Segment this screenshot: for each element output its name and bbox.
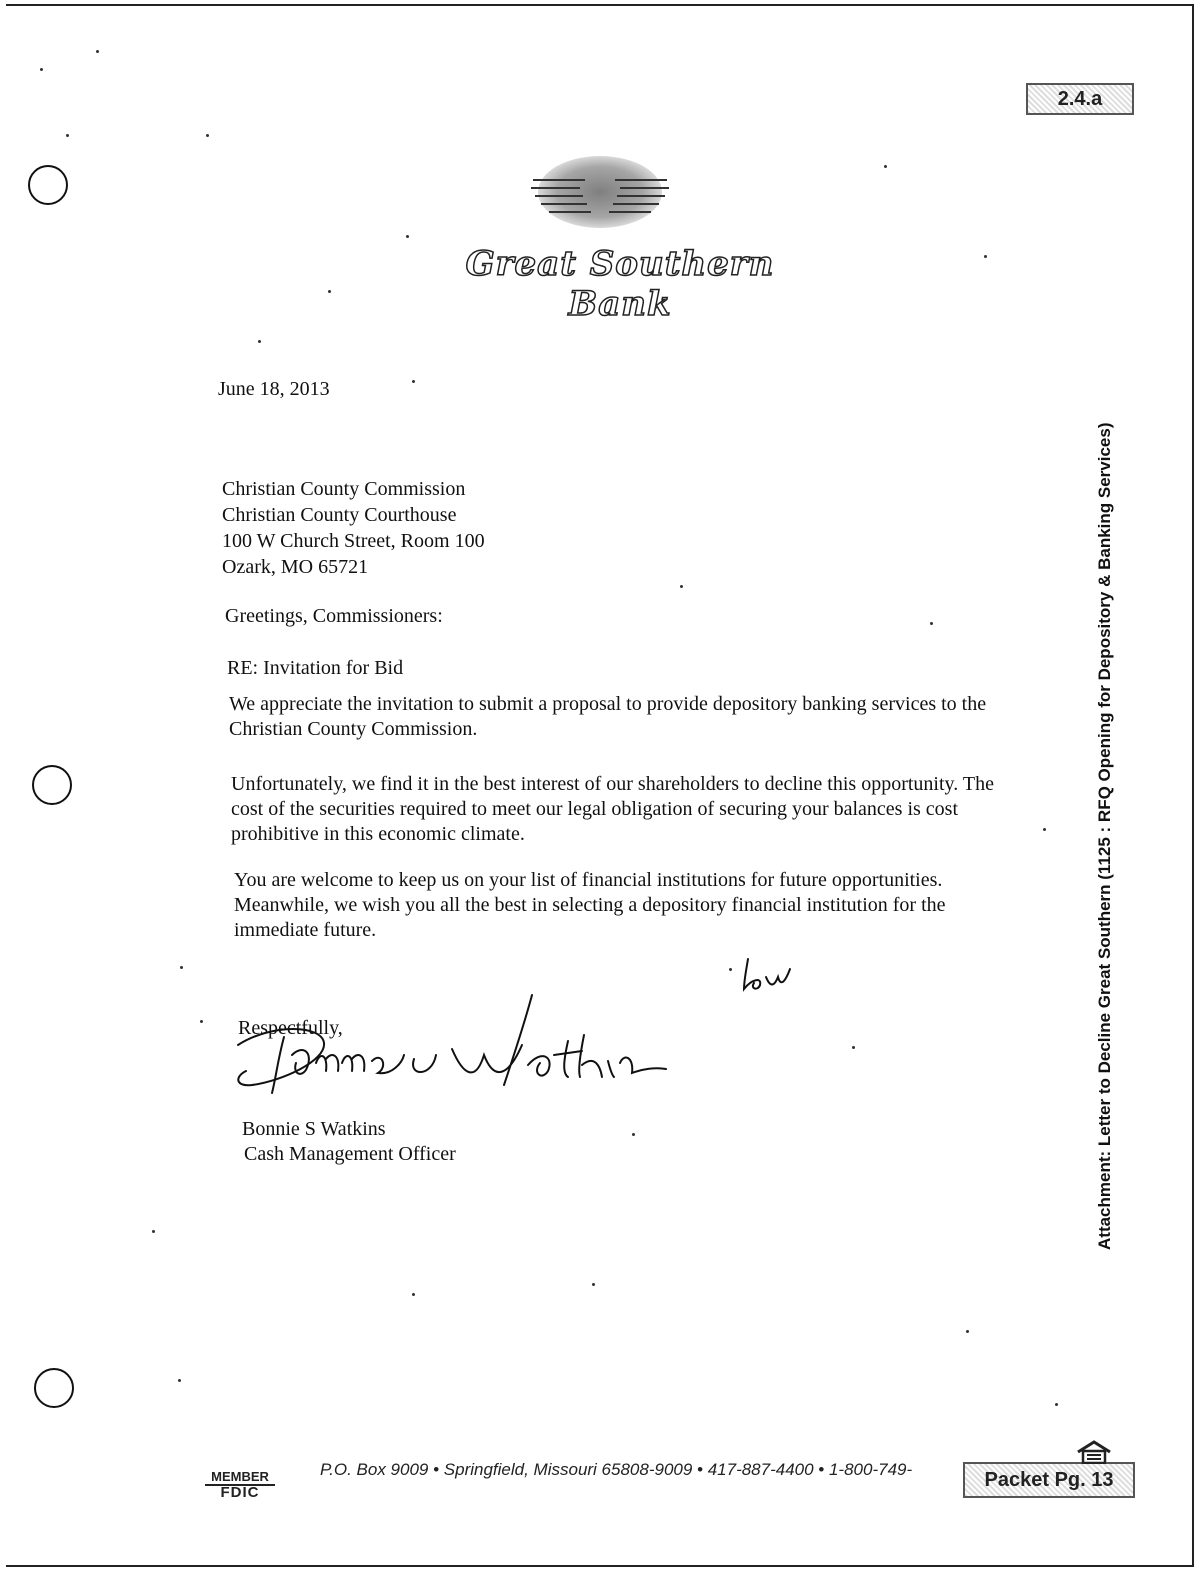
greeting: Greetings, Commissioners:: [225, 605, 443, 627]
scan-speck: [328, 290, 331, 293]
scan-speck: [852, 1046, 855, 1049]
scan-speck: [258, 340, 261, 343]
scan-speck: [200, 1020, 203, 1023]
scan-speck: [412, 1293, 415, 1296]
scan-speck: [680, 585, 683, 588]
signer-name: Bonnie S Watkins: [242, 1118, 386, 1140]
subject-line: RE: Invitation for Bid: [227, 657, 404, 679]
body-paragraph: We appreciate the invitation to submit a proposal to provide depository banking services to the Christian County Commission.: [229, 693, 987, 740]
scan-speck: [1043, 828, 1046, 831]
scan-speck: [984, 255, 987, 258]
punch-hole-bottom: [34, 1368, 74, 1408]
scan-speck: [632, 1133, 635, 1136]
scan-speck: [1055, 1403, 1058, 1406]
scan-speck: [152, 1230, 155, 1233]
body-paragraph: You are welcome to keep us on your list of financial institutions for future opportunities. Meanwhile, we wish you all the best in selecting a depository financial institution for the immediate future.: [234, 869, 946, 941]
bank-name-logo: Great Southern Bank: [465, 244, 775, 324]
handwritten-initials: [738, 955, 798, 993]
recipient-line: Christian County Courthouse: [222, 504, 457, 526]
scan-speck: [729, 968, 732, 971]
scan-speck: [412, 380, 415, 383]
scan-speck: [206, 134, 209, 137]
scan-speck: [66, 134, 69, 137]
punch-hole-top: [28, 165, 68, 205]
letter-date: June 18, 2013: [218, 378, 330, 400]
scan-speck: [178, 1379, 181, 1382]
scan-speck: [930, 622, 933, 625]
punch-hole-middle: [32, 765, 72, 805]
scan-speck: [406, 235, 409, 238]
closing: Respectfully,: [238, 1017, 343, 1039]
handwritten-signature: [232, 985, 672, 1115]
recipient-line: 100 W Church Street, Room 100: [222, 530, 485, 552]
body-paragraph: Unfortunately, we find it in the best interest of our shareholders to decline this opportunity. The cost of the securities required to meet our legal obligation of securing your balances is cost prohibitive in this economic climate.: [231, 773, 994, 845]
scan-speck: [40, 68, 43, 71]
attachment-side-label: Attachment: Letter to Decline Great Southern (1125 : RFQ Opening for Depository & Banking Services): [1095, 422, 1114, 1250]
recipient-line: Christian County Commission: [222, 478, 466, 500]
signer-title: Cash Management Officer: [244, 1143, 456, 1165]
fdic-text: FDIC: [220, 1484, 260, 1501]
scan-speck: [96, 50, 99, 53]
document-stamp-top: 2.4.a: [1026, 83, 1134, 115]
scan-speck: [884, 165, 887, 168]
scan-speck: [966, 1330, 969, 1333]
equal-housing-lender-icon: [1074, 1440, 1114, 1464]
fdic-member-text: MEMBER: [205, 1470, 275, 1486]
scan-speck: [180, 966, 183, 969]
packet-page-stamp: Packet Pg. 13: [963, 1462, 1135, 1498]
scan-speck: [592, 1283, 595, 1286]
bank-logo-icon: [525, 150, 675, 240]
fdic-member-logo: [205, 1470, 275, 1500]
recipient-line: Ozark, MO 65721: [222, 556, 369, 578]
footer-address: P.O. Box 9009 • Springfield, Missouri 65808-9009 • 417-887-4400 • 1-800-749-: [320, 1460, 913, 1479]
